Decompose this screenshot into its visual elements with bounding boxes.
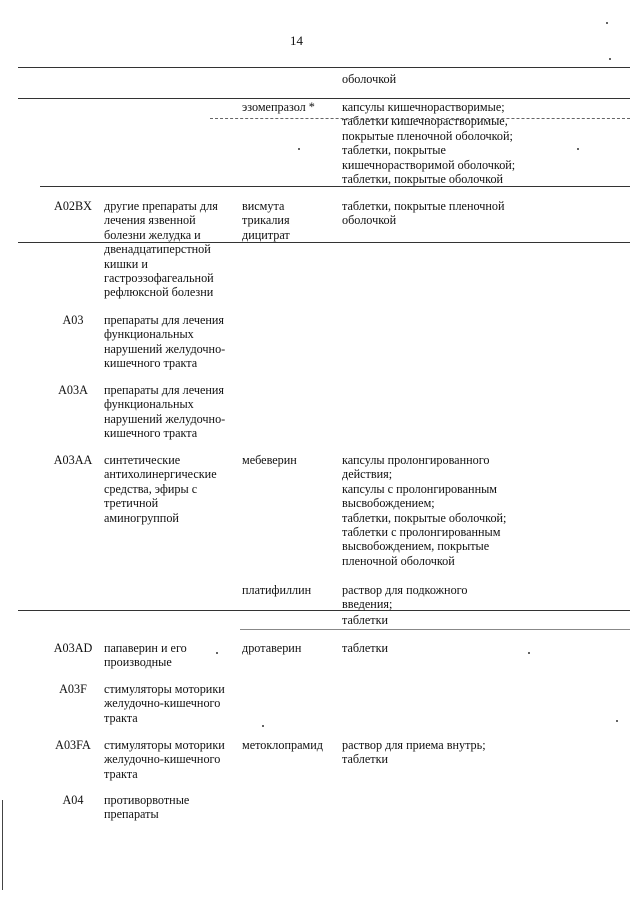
- atc-code-cell: A03AA: [53, 453, 93, 467]
- speck: [609, 58, 611, 60]
- group-name-cell: папаверин и его производные: [104, 641, 187, 670]
- atc-code-cell: A03F: [59, 682, 87, 696]
- speck: [577, 148, 579, 150]
- atc-code-cell: A02BX: [54, 199, 92, 213]
- atc-code-cell: A04: [62, 793, 84, 807]
- inn-cell: висмута трикалия дицитрат: [242, 199, 290, 242]
- atc-code-cell: A03AD: [53, 641, 93, 655]
- dosage-forms-cell: оболочкой: [342, 72, 397, 86]
- inn-cell: эзомепразол *: [242, 100, 315, 114]
- atc-code-cell: A03A: [58, 383, 88, 397]
- speck: [616, 720, 618, 722]
- rule-before-a02bx: [40, 186, 630, 187]
- dosage-forms-cell: капсулы кишечнорастворимые; таблетки кишечнорастворимые, покрытые пленочной оболочкой; таблетки, покрытые кишечнорастворимой оболочкой; таблетки, покрытые оболочкой: [342, 100, 516, 187]
- atc-code-cell: A03FA: [55, 738, 91, 752]
- inn-cell: метоклопрамид: [242, 738, 323, 752]
- group-name-cell: стимуляторы моторики желудочно-кишечного тракта: [104, 738, 225, 781]
- rule-platifillin-under: [240, 629, 630, 630]
- atc-code-cell: A03: [62, 313, 84, 327]
- dosage-forms-cell: таблетки: [342, 641, 389, 655]
- speck: [262, 725, 264, 727]
- page-number: 14: [290, 33, 303, 48]
- group-name-cell: препараты для лечения функциональных нарушений желудочно- кишечного тракта: [104, 383, 226, 441]
- speck: [298, 148, 300, 150]
- group-name-cell: стимуляторы моторики желудочно-кишечного тракта: [104, 682, 225, 725]
- group-name-cell: другие препараты для лечения язвенной болезни желудка и двенадцатиперстной кишки и гастроэзофагеальной рефлюксной болезни: [104, 199, 218, 300]
- speck: [216, 652, 218, 654]
- dosage-forms-cell: таблетки: [342, 613, 389, 627]
- group-name-cell: препараты для лечения функциональных нарушений желудочно- кишечного тракта: [104, 313, 226, 371]
- dosage-forms-cell: капсулы пролонгированного действия; капсулы с пролонгированным высвобождением; таблетки, покрытые оболочкой; таблетки с пролонгированным высвобождением, покрытые пленочной оболочкой: [342, 453, 507, 568]
- speck: [528, 652, 530, 654]
- dosage-forms-cell: таблетки, покрытые пленочной оболочкой: [342, 199, 505, 228]
- rule-after-continuation: [18, 98, 630, 99]
- group-name-cell: противорвотные препараты: [104, 793, 190, 822]
- rule-top: [18, 67, 630, 68]
- inn-cell: мебеверин: [242, 453, 297, 467]
- dosage-forms-cell: раствор для приема внутрь; таблетки: [342, 738, 486, 767]
- rule-platifillin: [18, 610, 630, 611]
- group-name-cell: синтетические антихолинергические средства, эфиры с третичной аминогруппой: [104, 453, 217, 525]
- left-margin-bar: [2, 800, 3, 890]
- dosage-forms-cell: раствор для подкожного введения;: [342, 583, 468, 612]
- inn-cell: платифиллин: [242, 583, 312, 597]
- inn-cell: дротаверин: [242, 641, 302, 655]
- speck: [606, 22, 608, 24]
